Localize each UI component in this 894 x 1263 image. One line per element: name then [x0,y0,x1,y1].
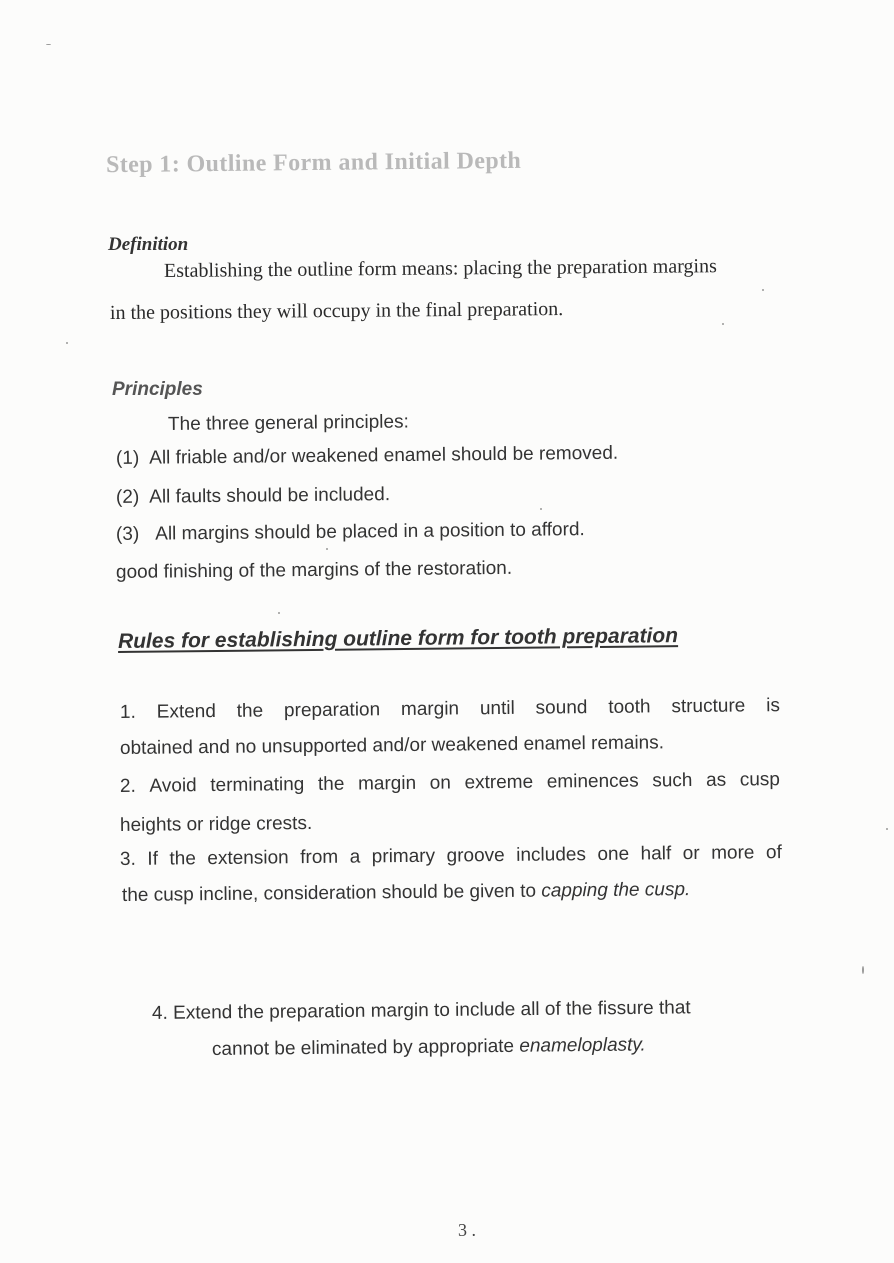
rule-3-line-1 [120,842,782,871]
word: extreme [464,771,534,794]
rule-2-line-1 [120,769,780,798]
word: from [300,846,339,869]
principle-item-1 [116,443,618,470]
principle-text: All margins should be placed in a position to afford. [155,519,585,545]
scan-speck [862,966,864,974]
rule-1-line-1 [120,695,780,724]
rule-2-line-2: heights or ridge crests. [119,812,313,836]
principle-item-3-continuation: good finishing of the margins of the restoration. [115,557,513,583]
rule-4-text: cannot be eliminated by appropriate [211,1035,520,1060]
scan-speck [722,323,724,325]
word: Extend [156,700,216,723]
rules-heading: Rules for establishing outline form for tooth preparation [117,624,679,653]
word: the [317,773,345,795]
scan-speck [886,828,888,830]
word: margin [400,698,460,721]
principle-number: (1) [115,447,140,469]
word: 2. [119,775,136,797]
word: half [640,843,672,865]
word: of [765,842,782,864]
word: or [682,842,700,865]
word: the [236,700,264,722]
definition-heading: Definition [108,234,189,255]
principle-item-2 [116,484,390,509]
word: extension [207,847,289,870]
scan-speck [326,548,328,550]
word: sound [535,697,588,719]
word: such [652,770,693,792]
word: cusp [739,769,781,791]
rule-4-line-1: 4. Extend the preparation margin to include all of the fissure that [151,997,691,1024]
rule-4-line-2 [212,1034,646,1061]
word: groove [446,844,505,867]
word: primary [371,845,436,868]
principle-text: All faults should be included. [149,484,391,508]
definition-text-line-1: Establishing the outline form means: placing the preparation margins [163,255,717,282]
scan-speck [46,44,51,45]
page-number: 3 . [458,1220,476,1240]
word: until [479,697,515,720]
word: tooth [608,696,651,718]
word: 3. [119,848,136,870]
word: one [597,843,630,865]
word: more [711,842,755,864]
step-title: Step 1: Outline Form and Initial Depth [105,147,522,179]
principle-number: (3) [115,523,140,545]
word: 1. [119,701,136,723]
rule-1-line-2: obtained and no unsupported and/or weakened enamel remains. [119,732,665,759]
scan-speck [278,612,280,614]
rule-3-line-2 [122,879,690,907]
word: terminating [210,774,305,797]
word: preparation [283,699,381,722]
word: margin [357,772,417,795]
definition-text-line-2: in the positions they will occupy in the final preparation. [109,298,564,324]
word: eminences [546,770,639,793]
word: is [766,695,781,717]
principles-intro: The three general principles: [167,411,409,435]
word: structure [671,695,746,718]
scan-speck [762,289,764,291]
principle-text: All friable and/or weakened enamel should be removed. [149,442,619,469]
word: the [169,848,196,870]
rule-4-emphasis: enameloplasty. [519,1034,646,1057]
word: a [349,846,361,868]
rule-3-emphasis: capping the cusp. [541,879,691,902]
principle-number: (2) [115,486,140,508]
word: If [147,848,159,870]
word: on [429,772,451,794]
principles-heading: Principles [112,379,203,400]
rule-3-text: the cusp incline, consideration should be given to [121,880,542,906]
word: includes [516,844,587,866]
word: Avoid [149,775,197,797]
scan-speck [66,342,68,344]
scan-speck [540,508,542,510]
principle-item-3 [116,519,585,546]
word: as [705,769,727,791]
